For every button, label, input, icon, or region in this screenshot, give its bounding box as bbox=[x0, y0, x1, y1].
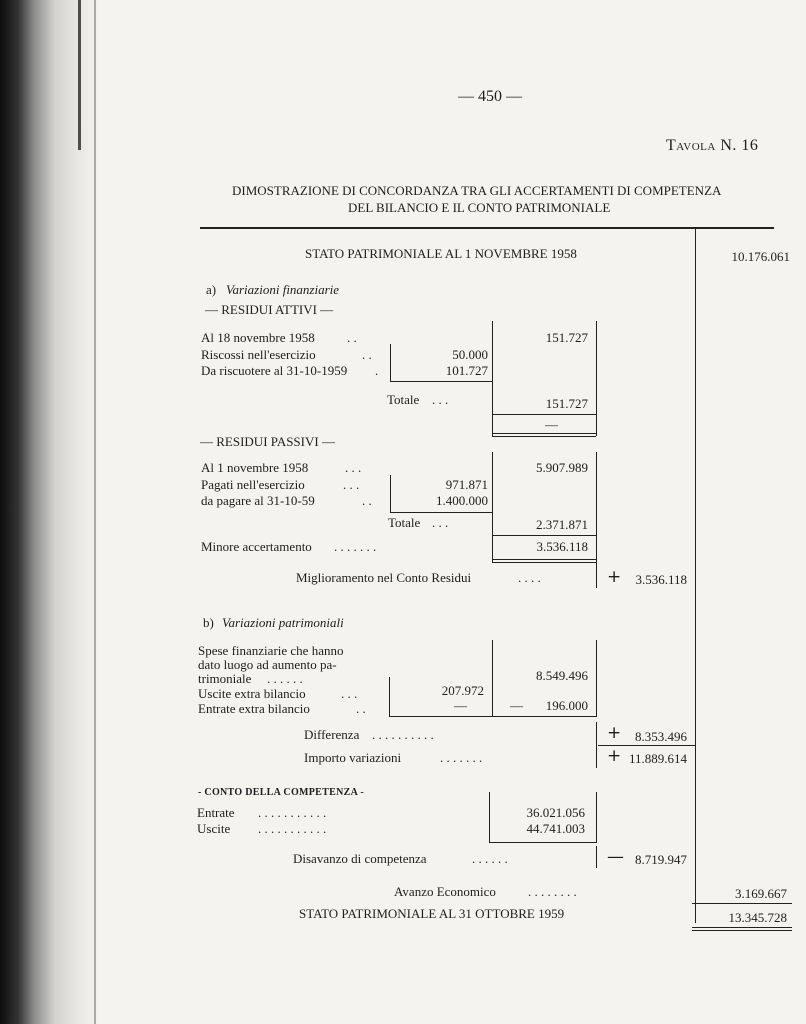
minore-accertamento-label: Minore accertamento bbox=[201, 539, 312, 554]
passivi-row2-value: 971.871 bbox=[445, 477, 488, 492]
passivi-row1-value: 5.907.989 bbox=[536, 460, 588, 475]
patrimoniali-left-bottom bbox=[389, 716, 493, 717]
entrate-extra-label: Entrate extra bilancio bbox=[198, 701, 310, 716]
passivi-row2-dots: . . . bbox=[343, 477, 360, 492]
miglioramento-dots: . . . . bbox=[518, 570, 541, 585]
importo-variazioni-dots: . . . . . . . bbox=[440, 750, 483, 765]
entrate-extra-dash: — bbox=[510, 698, 523, 713]
right-column-divider bbox=[695, 229, 696, 923]
header-rule bbox=[200, 227, 774, 229]
disavanzo-value: 8.719.947 bbox=[635, 852, 687, 867]
miglioramento-value: 3.536.118 bbox=[635, 572, 687, 587]
passivi-totale-value: 2.371.871 bbox=[536, 517, 588, 532]
page-number: — 450 — bbox=[458, 88, 522, 105]
competenza-uscite-value: 44.741.003 bbox=[526, 821, 585, 836]
spese-value: 8.549.496 bbox=[536, 668, 588, 683]
patrimoniali-mid-bottom bbox=[492, 716, 596, 717]
importo-variazioni-sign: + bbox=[607, 746, 622, 766]
attivi-row3-value: 101.727 bbox=[445, 363, 488, 378]
avanzo-value: 3.169.667 bbox=[735, 886, 787, 901]
passivi-row2-label: Pagati nell'esercizio bbox=[201, 477, 305, 492]
passivi-mid-line bbox=[492, 452, 493, 562]
disavanzo-dots: . . . . . . bbox=[472, 851, 508, 866]
tavola-label: Tavola N. 16 bbox=[666, 137, 759, 154]
section-b-heading: Variazioni patrimoniali bbox=[222, 615, 344, 630]
differenza-sign: + bbox=[607, 723, 622, 743]
minore-accertamento-value: 3.536.118 bbox=[536, 539, 588, 554]
disavanzo-label: Disavanzo di competenza bbox=[293, 851, 427, 866]
section-b-prefix: b) bbox=[203, 615, 214, 630]
residui-attivi-heading: — RESIDUI ATTIVI — bbox=[205, 302, 334, 317]
competenza-uscite-dots: . . . . . . . . . . . bbox=[258, 821, 327, 836]
attivi-row2-value: 50.000 bbox=[452, 347, 488, 362]
passivi-bottom-rule-1 bbox=[492, 559, 596, 560]
competenza-heading: - CONTO DELLA COMPETENZA - bbox=[198, 787, 364, 798]
entrate-extra-value: 196.000 bbox=[545, 698, 588, 713]
avanzo-dots: . . . . . . . . bbox=[528, 884, 577, 899]
section-a-prefix: a) bbox=[206, 282, 217, 297]
entrate-extra-left-dash: — bbox=[454, 698, 467, 713]
attivi-row3-label: Da riscuotere al 31-10-1959 bbox=[201, 363, 348, 378]
attivi-total-rule bbox=[492, 414, 596, 415]
passivi-row3-dots: . . bbox=[362, 493, 372, 508]
patrimoniali-right-line bbox=[596, 640, 597, 717]
minore-accertamento-dots: . . . . . . . bbox=[334, 539, 377, 554]
passivi-bottom-rule-2 bbox=[492, 562, 596, 563]
differenza-label: Differenza bbox=[304, 727, 360, 742]
attivi-totale-dots: . . . bbox=[432, 392, 449, 407]
residui-passivi-heading: — RESIDUI PASSIVI — bbox=[200, 434, 335, 449]
competenza-entrate-dots: . . . . . . . . . . . bbox=[258, 805, 327, 820]
differenza-value: 8.353.496 bbox=[635, 729, 687, 744]
competenza-right-line bbox=[596, 792, 597, 843]
differenza-dots: . . . . . . . . . . bbox=[372, 727, 434, 742]
uscite-extra-value: 207.972 bbox=[441, 683, 484, 698]
importo-variazioni-value: 11.889.614 bbox=[628, 751, 687, 766]
spese-line-1: Spese finanziarie che hanno bbox=[198, 643, 344, 658]
title-line-2: DEL BILANCIO E IL CONTO PATRIMONIALE bbox=[348, 200, 611, 215]
page-binding-shadow bbox=[0, 0, 100, 1024]
disavanzo-left-line bbox=[596, 846, 597, 868]
competenza-bottom-rule bbox=[489, 842, 597, 843]
title-line-1: DIMOSTRAZIONE DI CONCORDANZA TRA GLI ACCERTAMENTI DI COMPETENZA bbox=[232, 183, 722, 198]
attivi-totale-value: 151.727 bbox=[545, 396, 588, 411]
attivi-row1-dots: . . bbox=[347, 330, 357, 345]
disavanzo-sign: — bbox=[607, 847, 624, 867]
avanzo-label: Avanzo Economico bbox=[394, 884, 496, 899]
spese-line-2: dato luogo ad aumento pa- bbox=[198, 657, 337, 672]
stato-finale-value: 13.345.728 bbox=[728, 910, 787, 925]
importo-variazioni-label: Importo variazioni bbox=[304, 750, 402, 765]
attivi-row2-label: Riscossi nell'esercizio bbox=[201, 347, 316, 362]
attivi-right-line bbox=[596, 321, 597, 436]
passivi-row1-dots: . . . bbox=[345, 460, 362, 475]
competenza-entrate-label: Entrate bbox=[197, 805, 235, 820]
passivi-left-bracket-bottom bbox=[390, 512, 492, 513]
patrimoniali-left-bracket bbox=[389, 677, 390, 716]
attivi-row1-value: 151.727 bbox=[545, 330, 588, 345]
stato-finale-label: STATO PATRIMONIALE AL 31 OTTOBRE 1959 bbox=[299, 906, 565, 921]
competenza-entrate-value: 36.021.056 bbox=[526, 805, 585, 820]
stato-iniziale-value: 10.176.061 bbox=[731, 249, 790, 264]
spese-line-3: trimoniale bbox=[198, 671, 252, 686]
passivi-row1-label: Al 1 novembre 1958 bbox=[201, 460, 309, 475]
passivi-totale-dots: . . . bbox=[432, 515, 449, 530]
passivi-row3-label: da pagare al 31-10-59 bbox=[201, 493, 315, 508]
stato-finale-rule-2 bbox=[692, 930, 792, 931]
attivi-row3-dots: . bbox=[375, 363, 379, 378]
passivi-row3-value: 1.400.000 bbox=[436, 493, 488, 508]
competenza-uscite-label: Uscite bbox=[197, 821, 231, 836]
binding-edge bbox=[78, 0, 81, 150]
attivi-difference: — bbox=[545, 417, 558, 432]
passivi-right-line bbox=[596, 452, 597, 588]
miglioramento-label: Miglioramento nel Conto Residui bbox=[296, 570, 472, 585]
stato-finale-rule-1 bbox=[692, 927, 792, 928]
passivi-totale-label: Totale bbox=[388, 515, 421, 530]
attivi-mid-line bbox=[492, 321, 493, 436]
miglioramento-sign: + bbox=[607, 567, 622, 587]
spese-dots: . . . . . . bbox=[267, 671, 303, 686]
attivi-bottom-rule-1 bbox=[492, 433, 596, 434]
attivi-left-bracket-bottom bbox=[390, 381, 492, 382]
passivi-total-rule bbox=[492, 535, 596, 536]
uscite-extra-dots: . . . bbox=[341, 686, 358, 701]
attivi-row2-dots: . . bbox=[362, 347, 372, 362]
attivi-left-bracket bbox=[390, 344, 391, 381]
uscite-extra-label: Uscite extra bilancio bbox=[198, 686, 306, 701]
section-a-heading: Variazioni finanziarie bbox=[226, 282, 340, 297]
attivi-bottom-rule-2 bbox=[492, 436, 596, 437]
attivi-totale-label: Totale bbox=[387, 392, 420, 407]
competenza-mid-line bbox=[489, 792, 490, 843]
passivi-left-bracket bbox=[390, 475, 391, 512]
attivi-row1-label: Al 18 novembre 1958 bbox=[201, 330, 315, 345]
avanzo-rule bbox=[692, 903, 792, 904]
stato-iniziale-label: STATO PATRIMONIALE AL 1 NOVEMBRE 1958 bbox=[305, 246, 577, 261]
binding-fold bbox=[94, 0, 96, 1024]
patrimoniali-mid-line bbox=[492, 640, 493, 717]
entrate-extra-dots: . . bbox=[356, 701, 366, 716]
importo-left-line bbox=[596, 722, 597, 768]
